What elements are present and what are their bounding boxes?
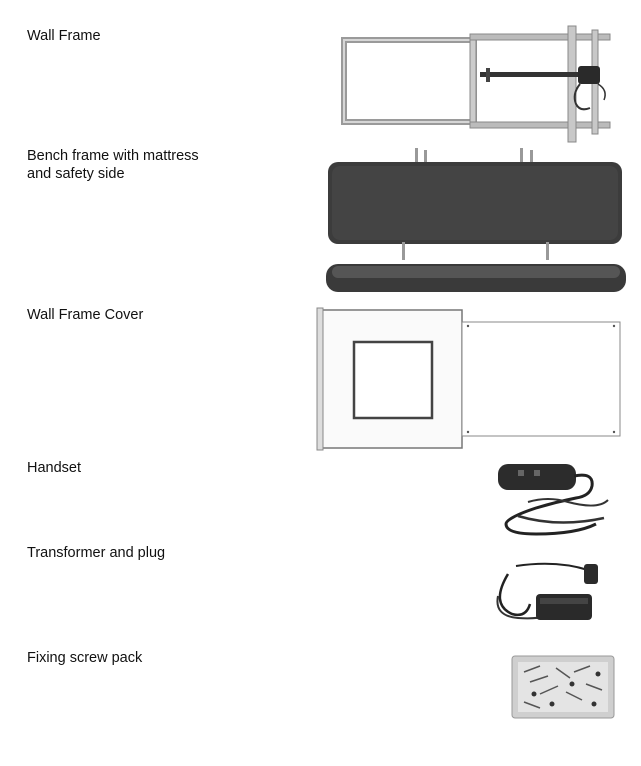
screw-pack-image — [510, 654, 616, 720]
part-label-handset: Handset — [27, 460, 82, 476]
wall-frame-image — [330, 22, 630, 144]
part-label-bench-frame: Bench frame with mattress and safety side — [27, 148, 199, 182]
wall-frame-cover-image — [316, 306, 628, 452]
transformer-image — [488, 556, 608, 632]
handset-image — [488, 456, 612, 536]
part-label-transformer: Transformer and plug — [27, 545, 166, 561]
part-label-wall-frame: Wall Frame — [27, 28, 101, 44]
part-label-wall-frame-cover: Wall Frame Cover — [27, 307, 144, 323]
bench-frame-image — [322, 146, 632, 298]
part-label-screw-pack: Fixing screw pack — [27, 650, 143, 666]
